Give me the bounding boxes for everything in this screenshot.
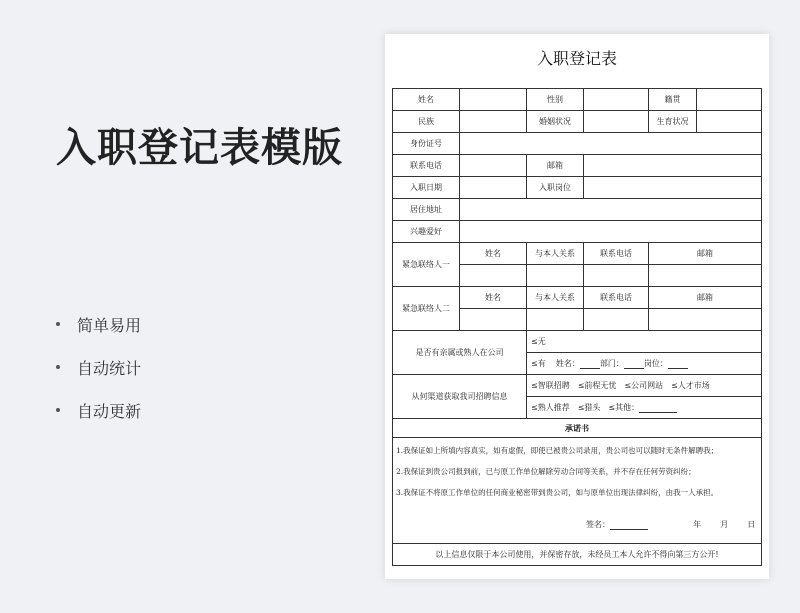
gender-label: 性别 <box>527 89 584 111</box>
pledge-body <box>393 438 762 544</box>
origin-label: 籍贯 <box>649 89 697 111</box>
channel-label: 从何渠道获取我司招聘信息 <box>393 375 527 419</box>
fertility-field[interactable] <box>697 111 762 133</box>
signature-row <box>396 519 758 530</box>
marital-label: 婚姻状况 <box>527 111 584 133</box>
address-label: 居住地址 <box>393 199 460 221</box>
origin-field[interactable] <box>697 89 762 111</box>
emergency-contact-1-label: 紧急联络人一 <box>393 243 460 287</box>
table-row <box>393 243 762 265</box>
table-row <box>393 438 762 544</box>
signature-label: 签名： <box>586 520 610 529</box>
position-label: 入职岗位 <box>527 177 584 199</box>
table-row <box>393 177 762 199</box>
channel-options-line-1[interactable]: ≤智联招聘 ≤前程无忧 ≤公司网站 ≤人才市场 <box>527 375 762 397</box>
date-month-label: 月 <box>720 520 729 529</box>
feature-label: 自动更新 <box>77 401 142 421</box>
pledge-item-2: 2.我保证到贵公司报到前，已与原工作单位解除劳动合同等关系，并不存在任何劳资纠纷； <box>396 467 696 476</box>
fertility-label: 生育状况 <box>649 111 697 133</box>
feature-item <box>56 399 141 421</box>
phone-field[interactable] <box>460 155 527 177</box>
marital-field[interactable] <box>584 111 649 133</box>
table-row <box>393 133 762 155</box>
date-day-label: 日 <box>747 520 756 529</box>
email-label: 邮箱 <box>527 155 584 177</box>
date-year-label: 年 <box>693 520 702 529</box>
channel-options-line-2[interactable] <box>527 397 762 419</box>
channel-options-line-2-text[interactable]: ≤熟人推荐 ≤猎头 ≤其他： <box>531 403 640 412</box>
relatives-dept-blank[interactable] <box>624 368 644 369</box>
table-row <box>393 111 762 133</box>
table-row <box>393 199 762 221</box>
feature-item <box>56 313 141 335</box>
bullet-icon <box>56 322 60 326</box>
table-row <box>393 89 762 111</box>
feature-label: 简单易用 <box>77 315 142 335</box>
emergency-header-name: 姓名 <box>460 243 527 265</box>
channel-other-blank[interactable] <box>639 412 677 413</box>
feature-label: 自动统计 <box>77 358 142 378</box>
emergency-1-email-field[interactable] <box>649 265 762 287</box>
relatives-dept-label: 部门： <box>599 359 624 368</box>
emergency-2-email-field[interactable] <box>649 309 762 331</box>
relatives-post-label: 岗位： <box>643 359 668 368</box>
relatives-option-yes-row[interactable] <box>527 353 762 375</box>
bullet-icon <box>56 408 60 412</box>
table-row <box>393 155 762 177</box>
emergency-2-relation-field[interactable] <box>527 309 584 331</box>
address-field[interactable] <box>460 199 762 221</box>
ethnicity-field[interactable] <box>460 111 527 133</box>
table-row <box>393 287 762 309</box>
pledge-title: 承诺书 <box>393 419 762 438</box>
name-label: 姓名 <box>393 89 460 111</box>
hobbies-label: 兴趣爱好 <box>393 221 460 243</box>
bullet-icon <box>56 365 60 369</box>
emergency-1-relation-field[interactable] <box>527 265 584 287</box>
emergency-header-phone: 联系电话 <box>584 287 649 309</box>
registration-table <box>392 88 762 566</box>
table-row <box>393 331 762 353</box>
id-number-field[interactable] <box>460 133 762 155</box>
signature-blank[interactable] <box>610 529 648 530</box>
confidentiality-note: 以上信息仅限于本公司使用，并保密存放，未经员工本人允许不得向第三方公开! <box>393 544 762 566</box>
email-field[interactable] <box>584 155 762 177</box>
table-row <box>393 419 762 438</box>
pledge-item-3: 3.我保证不将原工作单位的任何商业秘密带到贵公司，如与原单位出现法律纠纷，由我一人承担。 <box>396 488 719 497</box>
relatives-label: 是否有亲属或熟人在公司 <box>393 331 527 375</box>
emergency-header-email: 邮箱 <box>649 243 762 265</box>
form-title: 入职登记表 <box>536 49 617 68</box>
table-row <box>393 375 762 397</box>
entry-date-field[interactable] <box>460 177 527 199</box>
emergency-header-relation: 与本人关系 <box>527 287 584 309</box>
name-field[interactable] <box>460 89 527 111</box>
emergency-header-name: 姓名 <box>460 287 527 309</box>
emergency-2-phone-field[interactable] <box>584 309 649 331</box>
emergency-1-phone-field[interactable] <box>584 265 649 287</box>
form-document <box>385 34 769 579</box>
ethnicity-label: 民族 <box>393 111 460 133</box>
phone-label: 联系电话 <box>393 155 460 177</box>
emergency-1-name-field[interactable] <box>460 265 527 287</box>
position-field[interactable] <box>584 177 762 199</box>
relatives-option-yes[interactable]: ≤有 <box>531 359 546 368</box>
pledge-item-1: 1.我保证如上所填内容真实，如有虚假，即使已被贵公司录用，贵公司也可以随时无条件解聘我； <box>396 446 719 455</box>
table-row <box>393 221 762 243</box>
relatives-name-blank[interactable] <box>580 368 600 369</box>
feature-item <box>56 356 141 378</box>
hobbies-field[interactable] <box>460 221 762 243</box>
page-title: 入职登记表模版 <box>56 125 343 171</box>
id-number-label: 身份证号 <box>393 133 460 155</box>
relatives-option-no[interactable]: ≤无 <box>527 331 762 353</box>
emergency-2-name-field[interactable] <box>460 309 527 331</box>
gender-field[interactable] <box>584 89 649 111</box>
table-row <box>393 544 762 566</box>
emergency-header-email: 邮箱 <box>649 287 762 309</box>
relatives-name-label: 姓名： <box>555 359 580 368</box>
emergency-header-phone: 联系电话 <box>584 243 649 265</box>
emergency-header-relation: 与本人关系 <box>527 243 584 265</box>
entry-date-label: 入职日期 <box>393 177 460 199</box>
emergency-contact-2-label: 紧急联络人二 <box>393 287 460 331</box>
relatives-post-blank[interactable] <box>668 368 688 369</box>
feature-list <box>56 313 141 442</box>
